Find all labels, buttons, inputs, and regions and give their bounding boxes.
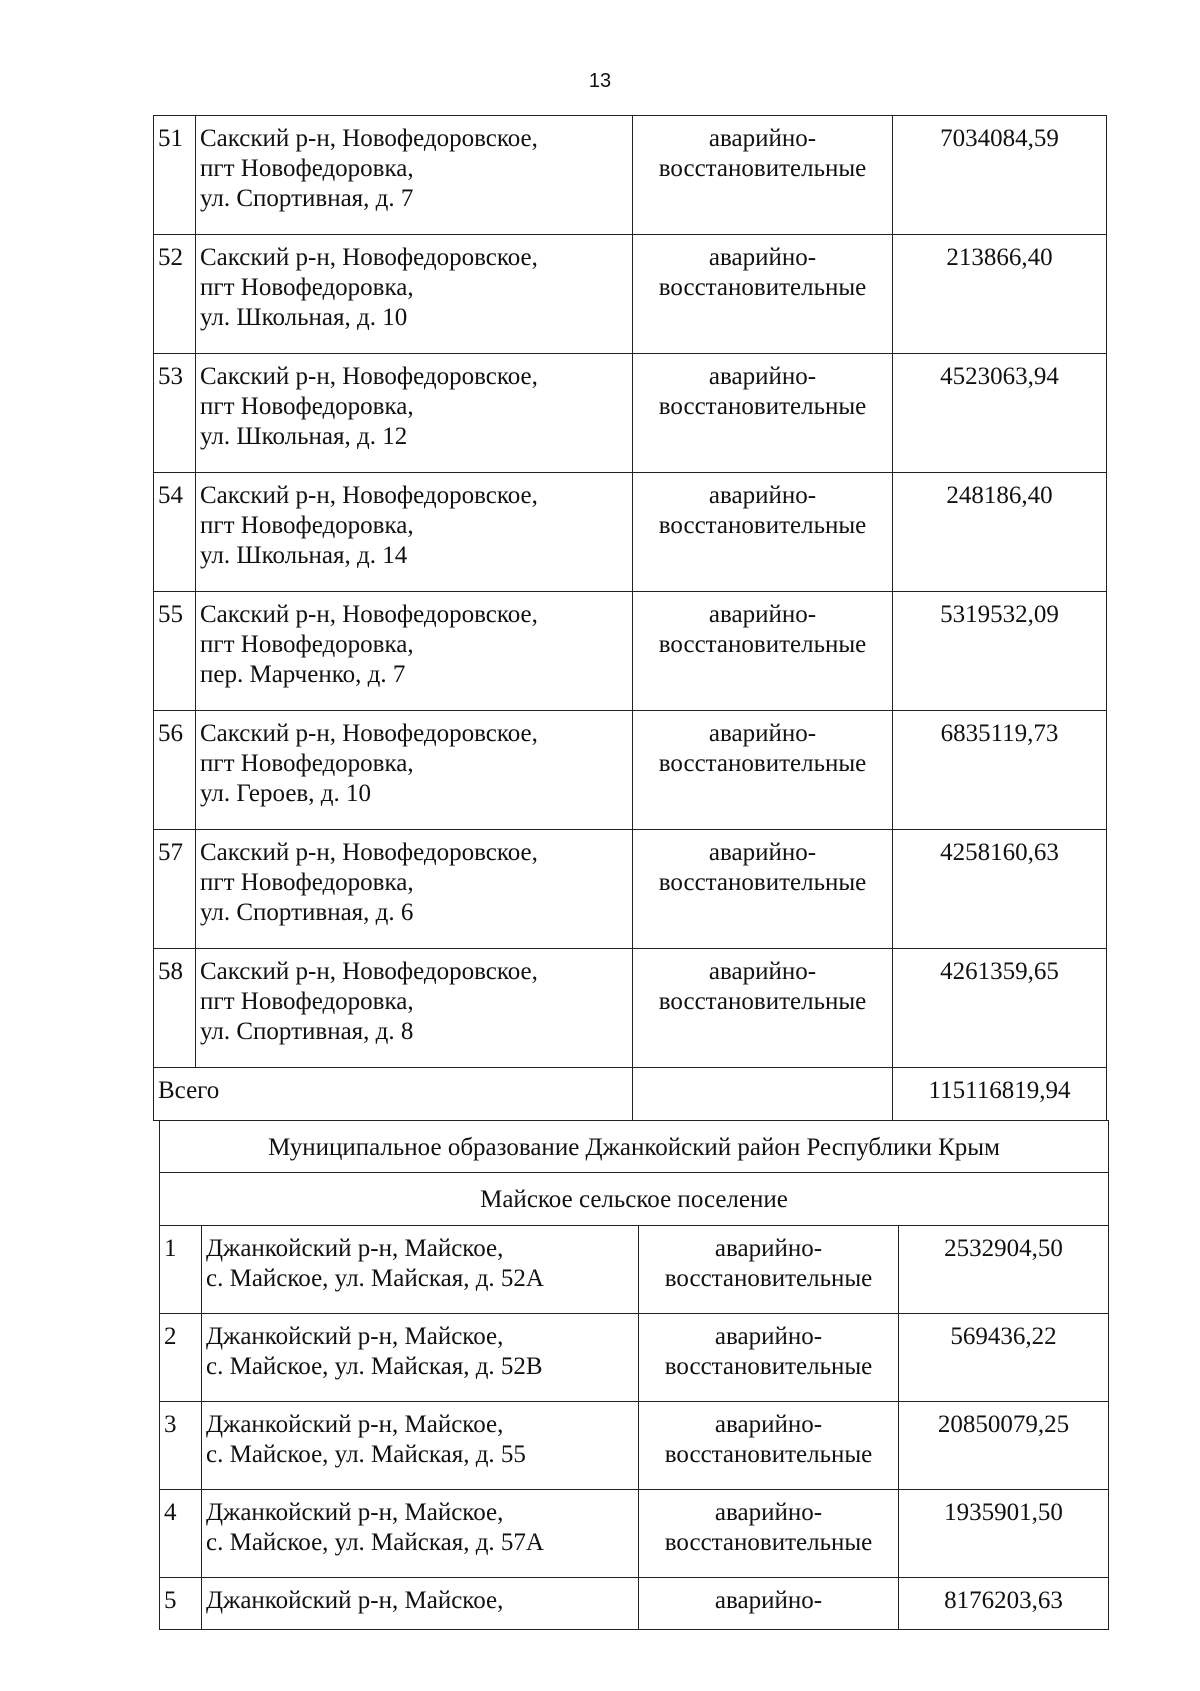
amount-cell: 7034084,59 [893,116,1107,235]
address-cell: Сакский р-н, Новофедоровское, пгт Новофедоровка, ул. Школьная, д. 10 [196,235,633,354]
amount-cell: 8176203,63 [899,1578,1109,1630]
row-number: 54 [154,473,196,592]
table-row [160,1314,1109,1402]
address-cell: Джанкойский р-н, Майское, [202,1578,639,1630]
table-row [154,116,1107,235]
work-type-cell: аварийно- восстановительные [639,1314,899,1402]
table-row [160,1226,1109,1314]
work-type-cell: аварийно- восстановительные [639,1402,899,1490]
work-type-cell: аварийно- восстановительные [639,1226,899,1314]
address-cell: Джанкойский р-н, Майское, с. Майское, ул. Майская, д. 52А [202,1226,639,1314]
address-cell: Сакский р-н, Новофедоровское, пгт Новофедоровка, ул. Спортивная, д. 8 [196,949,633,1068]
row-number: 57 [154,830,196,949]
address-cell: Сакский р-н, Новофедоровское, пгт Новофедоровка, пер. Марченко, д. 7 [196,592,633,711]
municipality-heading: Муниципальное образование Джанкойский район Республики Крым [160,1121,1109,1173]
row-number: 51 [154,116,196,235]
row-number: 55 [154,592,196,711]
amount-cell: 6835119,73 [893,711,1107,830]
row-number: 56 [154,711,196,830]
work-type-cell: аварийно- восстановительные [633,830,893,949]
address-cell: Сакский р-н, Новофедоровское, пгт Новофедоровка, ул. Спортивная, д. 7 [196,116,633,235]
amount-cell: 2532904,50 [899,1226,1109,1314]
total-empty-cell [633,1068,893,1121]
work-type-cell: аварийно- восстановительные [633,949,893,1068]
row-number: 2 [160,1314,202,1402]
settlement-heading-row [160,1173,1109,1226]
amount-cell: 569436,22 [899,1314,1109,1402]
row-number: 3 [160,1402,202,1490]
work-type-cell: аварийно- восстановительные [633,592,893,711]
page-number: 13 [588,70,612,92]
work-type-cell: аварийно- восстановительные [639,1490,899,1578]
table-row [154,711,1107,830]
row-number: 53 [154,354,196,473]
amount-cell: 213866,40 [893,235,1107,354]
amount-cell: 5319532,09 [893,592,1107,711]
address-cell: Джанкойский р-н, Майское, с. Майское, ул. Майская, д. 57А [202,1490,639,1578]
table-row [154,949,1107,1068]
settlement-heading: Майское сельское поселение [160,1173,1109,1226]
amount-cell: 4258160,63 [893,830,1107,949]
work-type-cell: аварийно- восстановительные [633,235,893,354]
work-type-cell: аварийно- восстановительные [633,473,893,592]
table-row [154,354,1107,473]
address-cell: Джанкойский р-н, Майское, с. Майское, ул. Майская, д. 52В [202,1314,639,1402]
row-number: 4 [160,1490,202,1578]
amount-cell: 1935901,50 [899,1490,1109,1578]
total-row [154,1068,1107,1121]
table-row [160,1578,1109,1630]
work-type-cell: аварийно- [639,1578,899,1630]
amount-cell: 248186,40 [893,473,1107,592]
municipality-heading-row [160,1121,1109,1173]
row-number: 1 [160,1226,202,1314]
table-row [154,592,1107,711]
address-cell: Джанкойский р-н, Майское, с. Майское, ул. Майская, д. 55 [202,1402,639,1490]
table-row [154,473,1107,592]
works-table-part-1 [153,115,1107,1121]
amount-cell: 4523063,94 [893,354,1107,473]
amount-cell: 20850079,25 [899,1402,1109,1490]
table-row [160,1490,1109,1578]
work-type-cell: аварийно- восстановительные [633,711,893,830]
row-number: 52 [154,235,196,354]
table-row [160,1402,1109,1490]
address-cell: Сакский р-н, Новофедоровское, пгт Новофедоровка, ул. Спортивная, д. 6 [196,830,633,949]
amount-cell: 4261359,65 [893,949,1107,1068]
address-cell: Сакский р-н, Новофедоровское, пгт Новофедоровка, ул. Героев, д. 10 [196,711,633,830]
address-cell: Сакский р-н, Новофедоровское, пгт Новофедоровка, ул. Школьная, д. 12 [196,354,633,473]
work-type-cell: аварийно- восстановительные [633,116,893,235]
row-number: 58 [154,949,196,1068]
work-type-cell: аварийно- восстановительные [633,354,893,473]
total-amount: 115116819,94 [893,1068,1107,1121]
total-label: Всего [154,1068,633,1121]
address-cell: Сакский р-н, Новофедоровское, пгт Новофедоровка, ул. Школьная, д. 14 [196,473,633,592]
table-row [154,830,1107,949]
works-table-part-2 [159,1120,1109,1630]
table-row [154,235,1107,354]
row-number: 5 [160,1578,202,1630]
